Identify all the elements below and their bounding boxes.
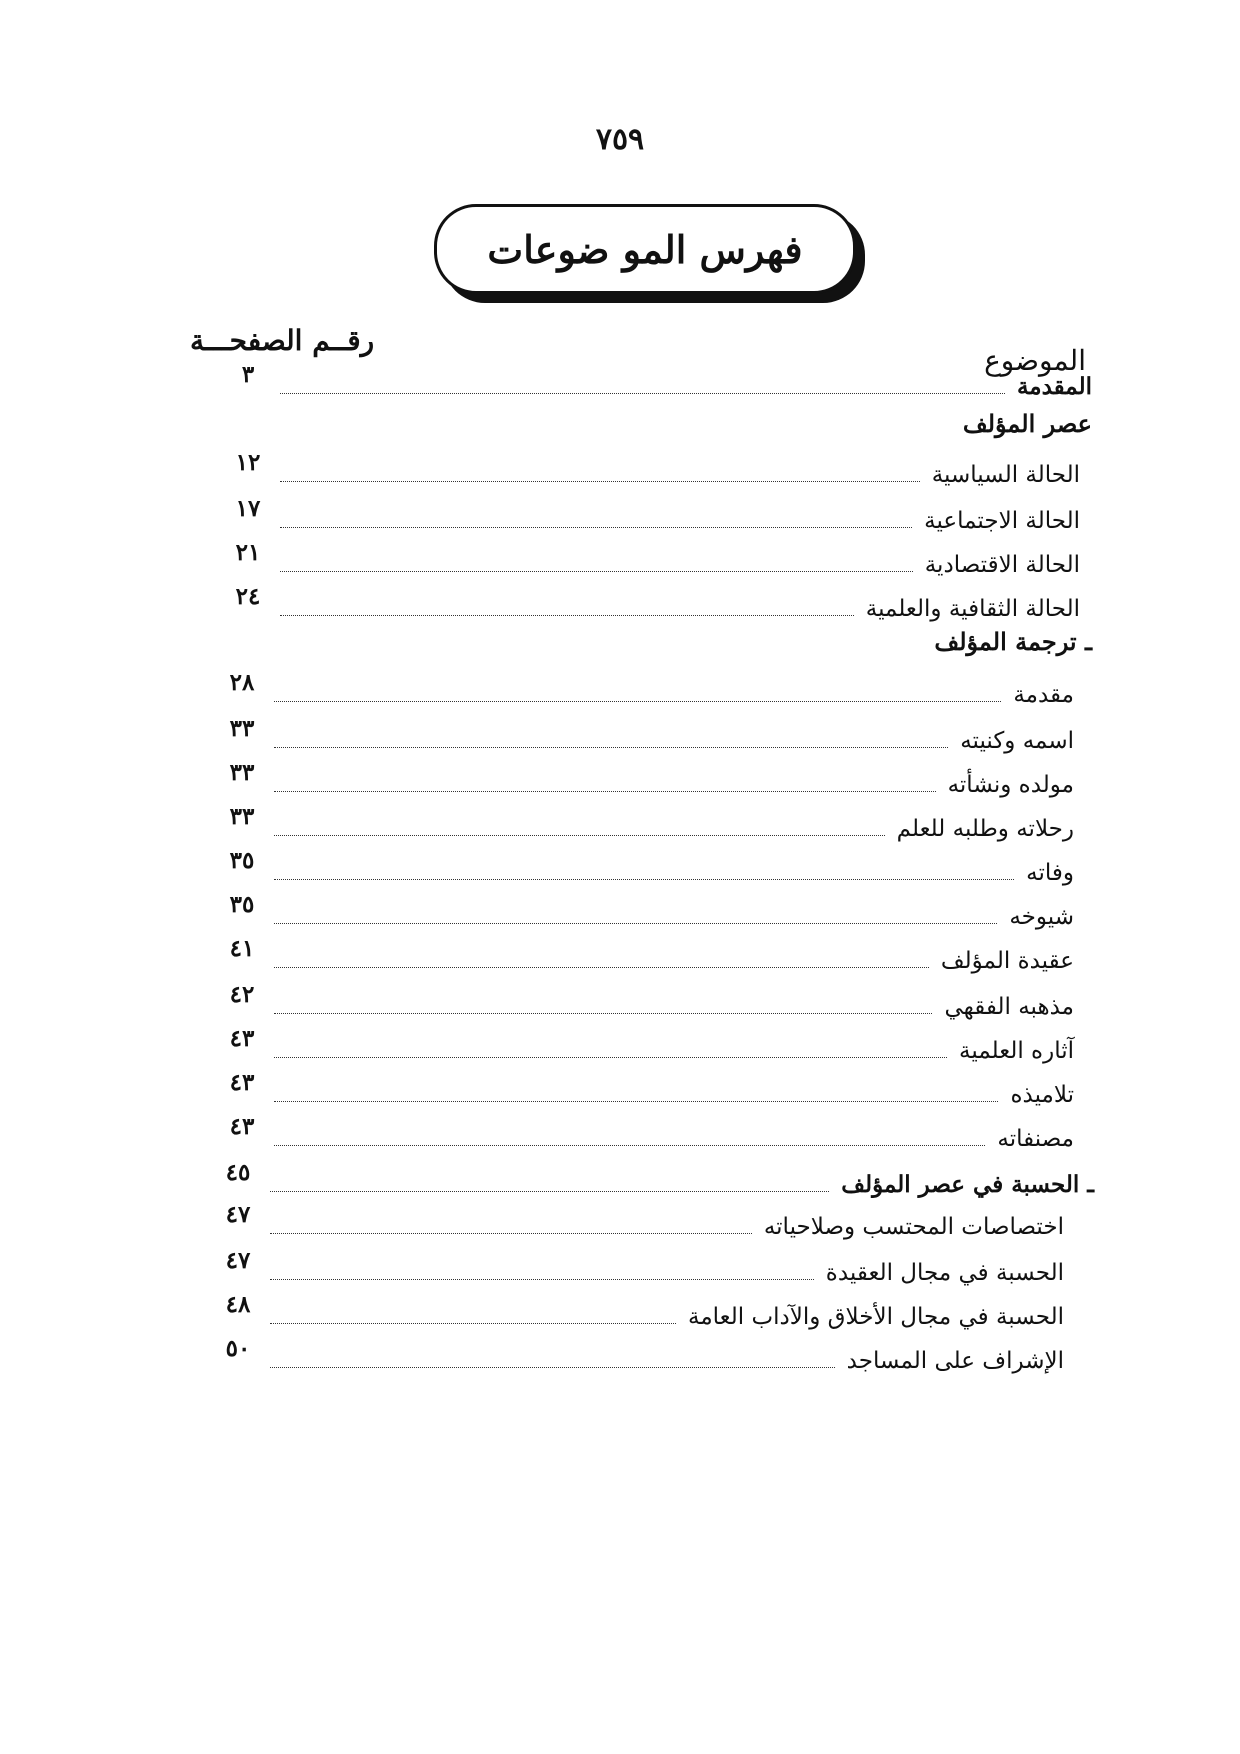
- toc-entry-page-number: ١٢: [235, 449, 261, 476]
- toc-entry: [228, 496, 1080, 536]
- toc-entry-title: مصنفاته: [997, 1126, 1074, 1152]
- dot-leader: [274, 746, 948, 748]
- toc-entry-title: مذهبه الفقهي: [944, 994, 1074, 1020]
- toc-entry: [218, 1160, 1094, 1200]
- toc-entry: [222, 892, 1074, 932]
- toc-entry-title: رحلاته وطلبه للعلم: [896, 816, 1074, 842]
- toc-entry-page-number: ٤٨: [225, 1291, 251, 1318]
- toc-entry-page-number: ٥٠: [225, 1335, 251, 1362]
- toc-entry: [222, 1070, 1074, 1110]
- toc-entry-page-number: ٤٣: [229, 1069, 255, 1096]
- toc-entry-title: وفاته: [1026, 860, 1074, 886]
- toc-entry-page-number: ٤٧: [225, 1247, 251, 1274]
- page-column-header: رقــم الصفحـــة: [190, 324, 375, 357]
- toc-entry: [222, 716, 1074, 756]
- toc-entry-page-number: ٤٣: [229, 1113, 255, 1140]
- dot-leader: [274, 1012, 932, 1014]
- toc-entry-title: الحالة الاقتصادية: [924, 552, 1080, 578]
- topic-column-header: الموضوع: [984, 344, 1086, 377]
- toc-entry-page-number: ٣٥: [229, 891, 255, 918]
- toc-entry-title: الحسبة في مجال الأخلاق والآداب العامة: [688, 1304, 1064, 1330]
- toc-entry-page-number: ٤١: [229, 935, 255, 962]
- toc-entry: [228, 362, 1092, 402]
- dot-leader: [274, 790, 936, 792]
- toc-entry-title: شيوخه: [1009, 904, 1074, 930]
- dot-leader: [280, 480, 920, 482]
- toc-entry-page-number: ٤٣: [229, 1025, 255, 1052]
- toc-section-heading: ـ ترجمة المؤلف: [934, 627, 1092, 656]
- toc-entry: [222, 848, 1074, 888]
- toc-entry-page-number: ١٧: [235, 495, 261, 522]
- dot-leader: [270, 1278, 814, 1280]
- toc-entry: [218, 1336, 1064, 1376]
- dot-leader: [274, 1100, 998, 1102]
- toc-entry-title: اسمه وكنيته: [960, 728, 1074, 754]
- toc-entry-title: عقيدة المؤلف: [940, 948, 1074, 974]
- page-title: فهرس المو ضوعات: [487, 226, 803, 272]
- dot-leader: [274, 834, 885, 836]
- toc-entry: [222, 1026, 1074, 1066]
- toc-entry-title: الحالة الثقافية والعلمية: [865, 596, 1080, 622]
- toc-entry-title: الحالة الاجتماعية: [924, 508, 1080, 534]
- dot-leader: [280, 392, 1005, 394]
- dot-leader: [270, 1232, 752, 1234]
- toc-entry-page-number: ٣٣: [229, 715, 255, 742]
- toc-entry-title: الإشراف على المساجد: [846, 1348, 1064, 1374]
- toc-entry-page-number: ٢٤: [235, 583, 261, 610]
- toc-entry: [228, 450, 1080, 490]
- toc-entry: [222, 936, 1074, 976]
- toc-entry: [222, 1114, 1074, 1154]
- toc-entry: [228, 540, 1080, 580]
- dot-leader: [274, 1056, 947, 1058]
- toc-entry-page-number: ٢٨: [229, 669, 255, 696]
- toc-entry-title: مولده ونشأته: [947, 772, 1074, 798]
- toc-entry: [222, 760, 1074, 800]
- toc-entry-title: تلاميذه: [1010, 1082, 1074, 1108]
- toc-entry: [222, 804, 1074, 844]
- dot-leader: [280, 570, 913, 572]
- dot-leader: [274, 922, 997, 924]
- dot-leader: [270, 1190, 829, 1192]
- toc-entry: [222, 982, 1074, 1022]
- dot-leader: [270, 1322, 676, 1324]
- toc-entry-page-number: ٣٣: [229, 759, 255, 786]
- dot-leader: [274, 1144, 985, 1146]
- toc-entry-page-number: ٤٢: [229, 981, 255, 1008]
- toc-entry-page-number: ٢١: [235, 539, 261, 566]
- dot-leader: [280, 614, 854, 616]
- toc-entry-title: آثاره العلمية: [959, 1038, 1074, 1064]
- toc-entry: [222, 670, 1074, 710]
- dot-leader: [280, 526, 912, 528]
- dot-leader: [274, 878, 1014, 880]
- dot-leader: [274, 700, 1001, 702]
- toc-entry-page-number: ٣٣: [229, 803, 255, 830]
- toc-entry-title: ـ الحسبة في عصر المؤلف: [841, 1171, 1094, 1198]
- dot-leader: [274, 966, 929, 968]
- toc-entry-page-number: ٤٧: [225, 1201, 251, 1228]
- toc-entry-title: المقدمة: [1016, 373, 1092, 400]
- toc-entry: [228, 584, 1080, 624]
- toc-entry-title: الحسبة في مجال العقيدة: [825, 1260, 1064, 1286]
- toc-entry-title: مقدمة: [1013, 682, 1074, 708]
- toc-section-heading: عصر المؤلف: [962, 409, 1092, 438]
- dot-leader: [270, 1366, 835, 1368]
- toc-entry: [218, 1292, 1064, 1332]
- toc-entry: [218, 1248, 1064, 1288]
- toc-entry-title: اختصاصات المحتسب وصلاحياته: [763, 1214, 1064, 1240]
- toc-entry: [218, 1202, 1064, 1242]
- toc-entry-title: الحالة السياسية: [931, 462, 1080, 488]
- toc-entry-page-number: ٤٥: [225, 1159, 251, 1186]
- toc-entry-page-number: ٣٥: [229, 847, 255, 874]
- page-number: ٧٥٩: [595, 122, 645, 157]
- toc-entry-page-number: ٣: [241, 361, 255, 388]
